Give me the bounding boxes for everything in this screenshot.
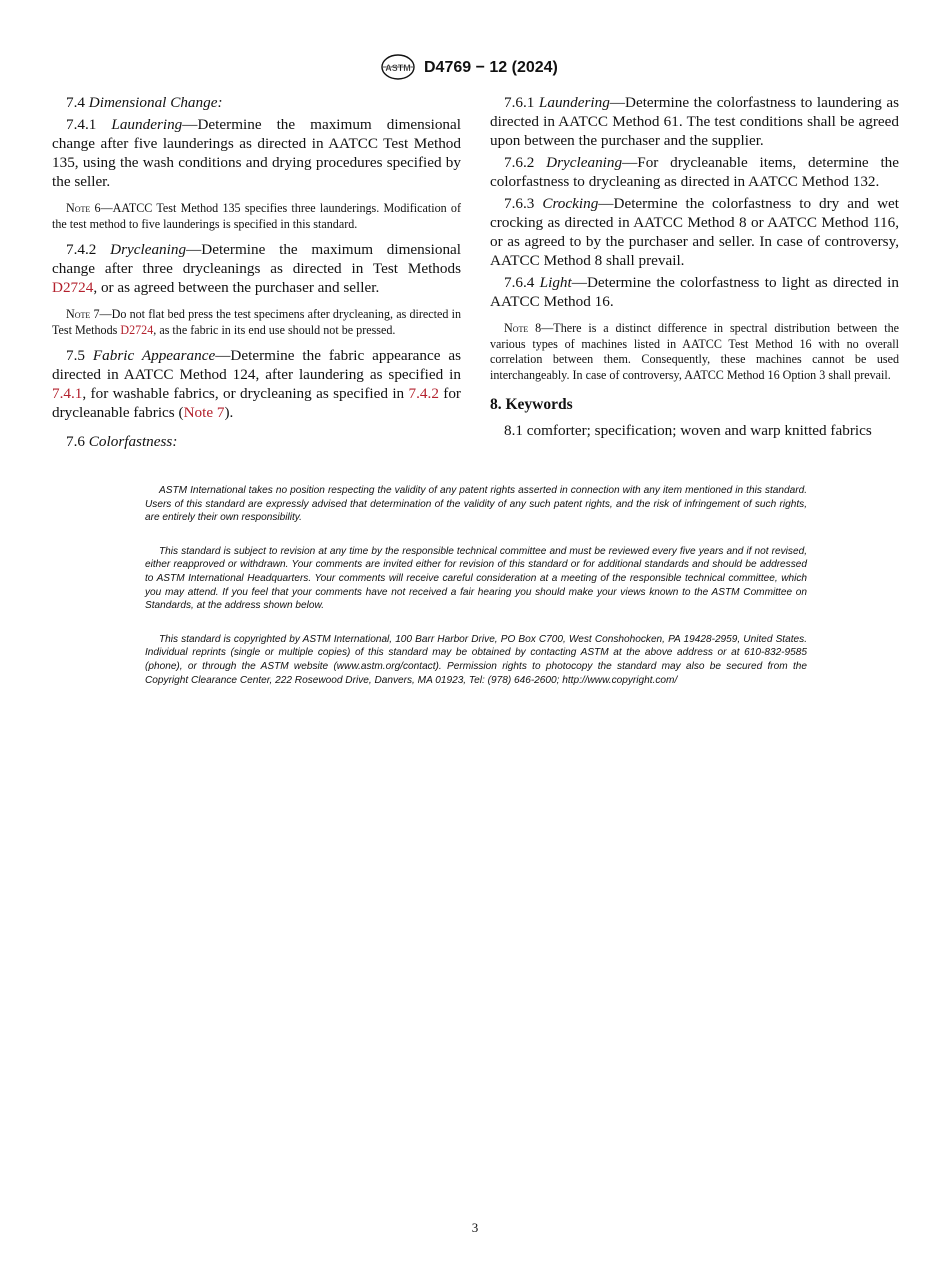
section-number: 7.6 [66,433,85,450]
section-body: —Determine the fabric appearance as directed in AATCC Method 124, after laundering as specified in [52,347,462,383]
note-text: , as the fabric in its end use should not be pressed. [153,322,396,337]
section-body: for drycleanable fabrics ( [52,385,461,421]
section-number: 7.6.2 [504,154,535,171]
section-7-6-1 [490,93,899,150]
note-label: Note [504,321,529,335]
section-number: 7.4.2 [66,241,97,258]
logo-text: ASTM [385,63,411,73]
copyright-notice: This standard is copyrighted by ASTM International, 100 Barr Harbor Drive, PO Box C700, West Conshohocken, PA 19428-2959, United States. Individual reprints (single or multiple copies) of this standard may be obtained by contacting ASTM at the above address or at 610-832-9585 (phone), or through the ASTM website (www.astm.org/contact). Permission rights to photocopy the standard may also be secured from the Copyright Clearance Center, 222 Rosewood Drive, Danvers, MA 01923, Tel: (978) 646-2600; http://www.copyright.com/ [145,633,807,686]
revision-notice: This standard is subject to revision at any time by the responsible technical committee and must be reviewed every five years and if not revised, either reapproved or withdrawn. Your comments are invited either for revision of this standard or for additional standards and should be addressed to ASTM International Headquarters. Your comments will receive careful consideration at a meeting of the responsible technical committee, which you may attend. If you feel that your comments have not received a fair hearing you should make your views known to the ASTM Committee on Standards, at the address shown below. [145,545,807,612]
section-7-6 [52,432,461,451]
note-6 [52,201,461,232]
note-label: Note [66,307,91,321]
section-number: 7.5 [66,347,85,364]
note-text: 7—Do not flat bed press the test specimens after drycleaning, as directed in Test Methods [52,307,461,337]
section-body: —Determine the colorfastness to light as directed in AATCC Method 16. [490,274,899,310]
section-body: —For drycleanable items, determine the colorfastness to drycleaning as directed in AATCC Method 132. [490,154,900,190]
section-title: Crocking [542,195,599,212]
right-column [490,93,899,443]
section-7-6-3 [490,194,899,270]
section-body: —Determine the maximum dimensional change after five launderings as directed in AATCC Test Method 135, using the wash conditions and drying procedures specified by the seller. [52,116,461,190]
legal-footer [145,484,807,707]
section-body: ). [224,404,234,421]
section-title: Laundering [111,116,183,133]
section-number: 8.1 [504,422,523,439]
section-7-4-2-link[interactable]: 7.4.2 [408,385,439,402]
section-body: comforter; specification; woven and warp knitted fabrics [526,422,872,439]
page-header [0,52,950,86]
section-body: —Determine the colorfastness to laundering as directed in AATCC Method 61. The test conditions shall be agreed upon between the purchaser and the supplier. [490,94,899,149]
section-body: —Determine the colorfastness to dry and wet crocking as directed in AATCC Method 8 or AATCC Method 116, or as agreed to by the purchaser and seller. In case of controversy, AATCC Method 8 shall prevail. [490,195,900,269]
note-7 [52,307,461,338]
note-8 [490,321,899,383]
patent-notice: ASTM International takes no position respecting the validity of any patent rights asserted in connection with any item mentioned in this standard. Users of this standard are expressly advised that determination of the validity of any such patent rights, and the risk of infringement of such rights, are entirely their own responsibility. [145,485,807,524]
section-7-6-4 [490,273,899,311]
section-title: Fabric Appearance [92,347,216,364]
standard-designation: D4769 − 12 (2024) [424,59,558,76]
keywords-heading: 8. Keywords [490,396,573,413]
section-number: 7.4.1 [66,116,97,133]
left-column [52,93,461,454]
page-number: 3 [471,1220,479,1235]
section-8-1 [490,421,899,440]
section-7-4-1-link[interactable]: 7.4.1 [52,385,83,402]
section-title: Colorfastness: [88,433,178,450]
section-7-6-2 [490,153,899,191]
section-body: , for washable fabrics, or drycleaning as specified in [82,385,409,402]
section-title: Laundering [538,94,610,111]
note-text: 6—AATCC Test Method 135 specifies three launderings. Modification of the test method to five launderings is specified in this standard. [52,201,461,231]
section-7-4 [52,93,461,112]
d2724-link[interactable]: D2724 [120,322,154,337]
section-number: 7.6.4 [504,274,535,291]
note-label: Note [66,201,91,215]
section-number: 7.6.3 [504,195,535,212]
note-7-link[interactable]: Note 7 [183,404,225,421]
astm-logo-icon [380,52,416,82]
section-title: Drycleaning [546,154,623,171]
section-title: Dimensional Change: [88,94,223,111]
section-number: 7.4 [66,94,85,111]
section-title: Light [539,274,572,291]
section-body: , or as agreed between the purchaser and seller. [93,279,380,296]
section-title: Drycleaning [110,241,187,258]
note-text: 8—There is a distinct difference in spectral distribution between the various types of machines listed in AATCC Test Method 16 with no overall correlation between them. Consequently, these machines cannot be used interchangeably. In case of controversy, AATCC Method 16 Option 3 shall prevail. [490,321,899,382]
section-7-4-1 [52,115,461,191]
d2724-link[interactable]: D2724 [52,279,94,296]
section-number: 7.6.1 [504,94,535,111]
section-7-4-2 [52,240,461,297]
section-7-5 [52,346,461,422]
section-body: —Determine the maximum dimensional change after three drycleanings as directed in Test Methods [52,241,461,277]
